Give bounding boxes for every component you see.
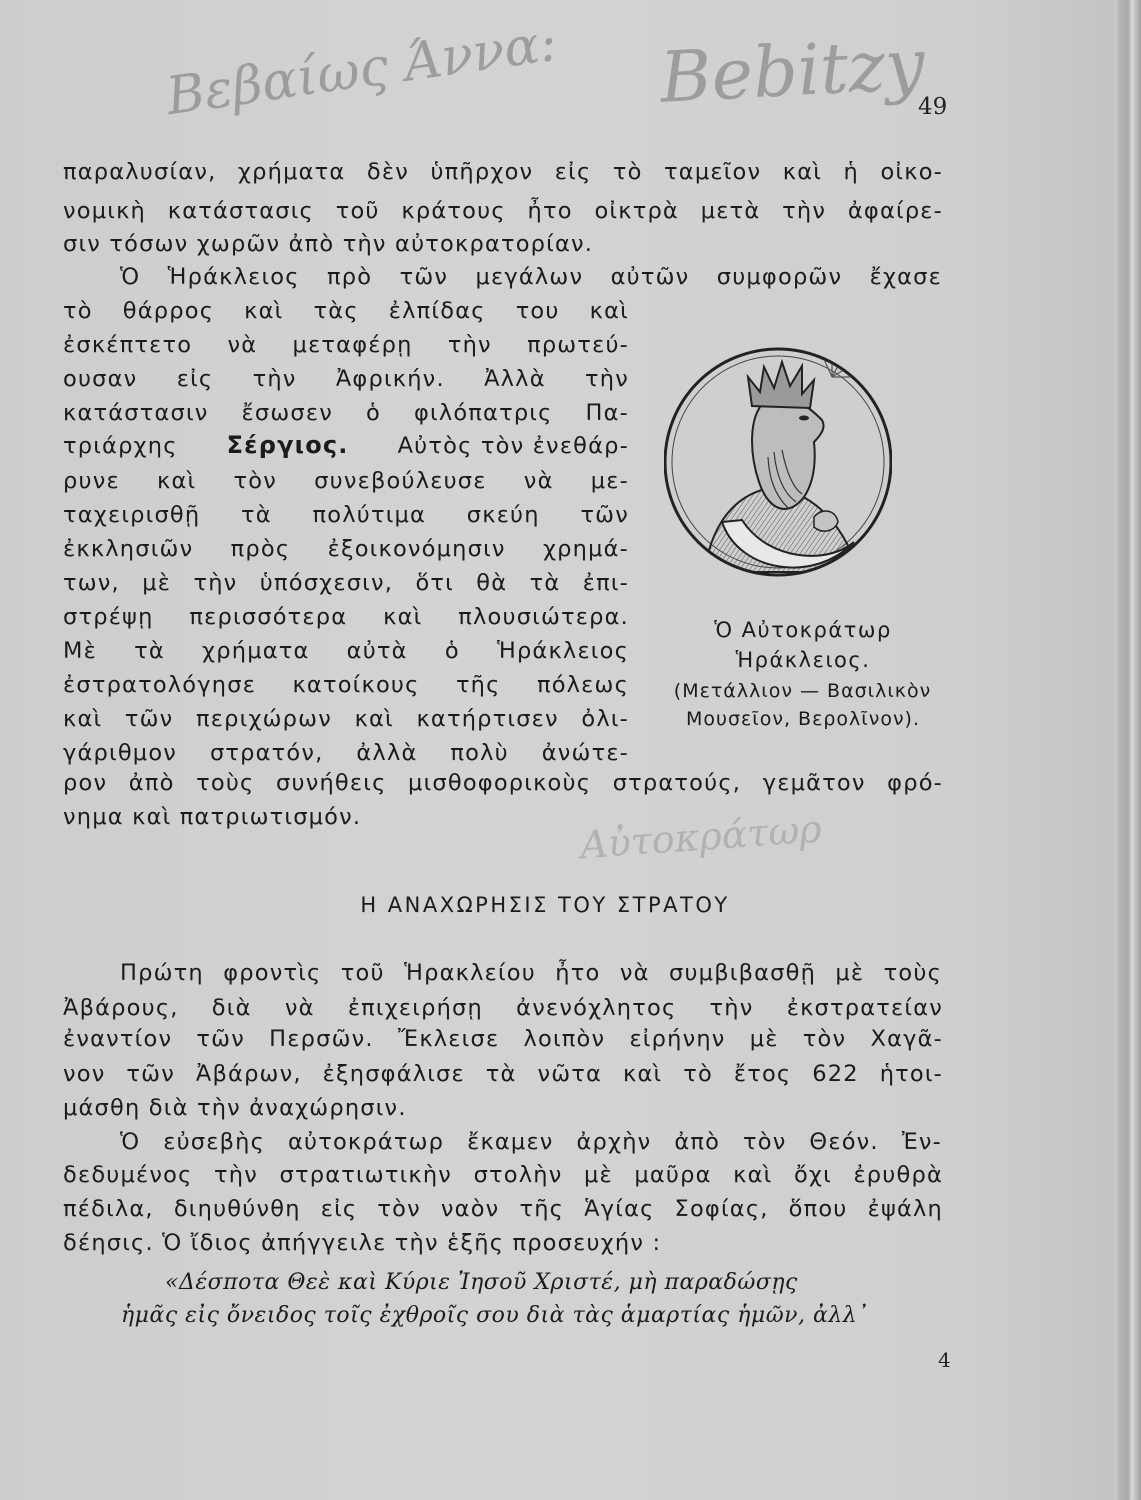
text-line: νημα καὶ πατριωτισμόν.: [63, 804, 362, 830]
page-edge: [1118, 0, 1141, 1500]
text-line: ἐναντίον τῶν Περσῶν. Ἔκλεισε λοιπὸν εἰρήνην μὲ τὸν Χαγᾶ-: [63, 1026, 943, 1052]
figure-caption-source: (Μετάλλιον — Βασιλικὸν: [673, 680, 932, 702]
text-line: πέδιλα, διηυθύνθη εἰς τὸν ναὸν τῆς Ἁγίας Σοφίας, ὅπου ἐψάλη: [63, 1196, 943, 1222]
prayer-quote-line: «Δέσποτα Θεὲ καὶ Κύριε Ἰησοῦ Χριστέ, μὴ παραδώσῃς: [165, 1270, 798, 1295]
text-line: Ἀβάρους, διὰ νὰ ἐπιχειρήσῃ ἀνενόχλητος τὴν ἐκστρατείαν: [63, 995, 943, 1021]
page-number: 49: [918, 94, 948, 120]
text-line: [63, 430, 629, 461]
figure-caption-name: Ἡράκλειος.: [735, 648, 871, 672]
handwritten-note-top-right: Βebitzy: [658, 23, 927, 119]
text-line: δέησις. Ὁ ἴδιος ἀπήγγειλε τὴν ἑξῆς προσευχήν :: [63, 1230, 662, 1256]
text-line: ταχειρισθῇ τὰ πολύτιμα σκεύη τῶν: [63, 502, 629, 528]
text-line: καὶ τῶν περιχώρων καὶ κατήρτισεν ὀλι-: [63, 706, 629, 732]
handwritten-note-middle-right: Αὐτοκράτωρ: [578, 806, 823, 868]
text-line: τὸ θάρρος καὶ τὰς ἐλπίδας του καὶ: [63, 298, 629, 324]
text-line: ἐσκέπτετο νὰ μεταφέρῃ τὴν πρωτεύ-: [63, 332, 629, 358]
text-line: ρον ἀπὸ τοὺς συνήθεις μισθοφορικοὺς στρατούς, γεμᾶτον φρό-: [63, 770, 943, 796]
text-line: ἐστρατολόγησε κατοίκους τῆς πόλεως: [63, 672, 629, 698]
name-sergios: Σέργιος.: [226, 431, 349, 459]
text-line: Μὲ τὰ χρήματα αὐτὰ ὁ Ἡράκλειος: [63, 638, 629, 664]
text-line: νομικὴ κατάστασις τοῦ κράτους ἦτο οἰκτρὰ μετὰ τὴν ἀφαίρε-: [63, 198, 943, 224]
signature-mark: 4: [938, 1348, 951, 1372]
text-line: στρέψῃ περισσότερα καὶ πλουσιώτερα.: [63, 604, 629, 630]
text-line: Πρώτη φροντὶς τοῦ Ἡρακλείου ἦτο νὰ συμβιβασθῇ μὲ τοὺς: [120, 960, 942, 986]
text-line: ἐκκλησιῶν πρὸς ἐξοικονόμησιν χρημά-: [63, 536, 629, 562]
prayer-quote-line: ἡμᾶς εἰς ὄνειδος τοῖς ἐχθροῖς σου διὰ τὰς ἁμαρτίας ἡμῶν, ἀλλ᾽: [121, 1303, 869, 1328]
text-line: δεδυμένος τὴν στρατιωτικὴν στολὴν μὲ μαῦρα καὶ ὄχι ἐρυθρὰ: [63, 1162, 943, 1188]
text-line: νον τῶν Ἀβάρων, ἐξησφάλισε τὰ νῶτα καὶ τὸ ἔτος 622 ἡτοι-: [63, 1061, 943, 1087]
text-line: ρυνε καὶ τὸν συνεβούλευσε νὰ με-: [63, 468, 629, 494]
text-line: Ὁ Ἡράκλειος πρὸ τῶν μεγάλων αὐτῶν συμφορῶν ἔχασε: [120, 264, 942, 290]
text-fragment: τριάρχης: [63, 433, 178, 459]
text-line: των, μὲ τὴν ὑπόσχεσιν, ὅτι θὰ τὰ ἐπι-: [63, 570, 629, 596]
section-heading: Η ΑΝΑΧΩΡΗΣΙΣ ΤΟΥ ΣΤΡΑΤΟΥ: [360, 893, 730, 917]
text-line: ουσαν εἰς τὴν Ἀφρικήν. Ἀλλὰ τὴν: [63, 366, 629, 392]
text-line: Ὁ εὐσεβὴς αὐτοκράτωρ ἔκαμεν ἀρχὴν ἀπὸ τὸν Θεόν. Ἐν-: [120, 1129, 942, 1155]
text-line: γάριθμον στρατόν, ἀλλὰ πολὺ ἀνώτε-: [63, 740, 629, 766]
medallion-portrait-image: [664, 322, 892, 612]
text-fragment: Αὐτὸς τὸν ἐνεθάρ-: [397, 433, 629, 459]
figure-caption-source: Μουσεῖον, Βερολῖνον).: [685, 708, 921, 730]
text-line: παραλυσίαν, χρήματα δὲν ὑπῆρχον εἰς τὸ ταμεῖον καὶ ἡ οἰκο-: [63, 159, 943, 185]
text-line: μάσθη διὰ τὴν ἀναχώρησιν.: [63, 1095, 407, 1121]
figure-caption-title: Ὁ Αὐτοκράτωρ: [714, 618, 892, 642]
text-line: σιν τόσων χωρῶν ἀπὸ τὴν αὐτοκρατορίαν.: [63, 231, 594, 257]
handwritten-note-top-left: Βεβαίως Άννα:: [162, 12, 561, 128]
text-line: κατάστασιν ἔσωσεν ὁ φιλόπατρις Πα-: [63, 400, 629, 426]
